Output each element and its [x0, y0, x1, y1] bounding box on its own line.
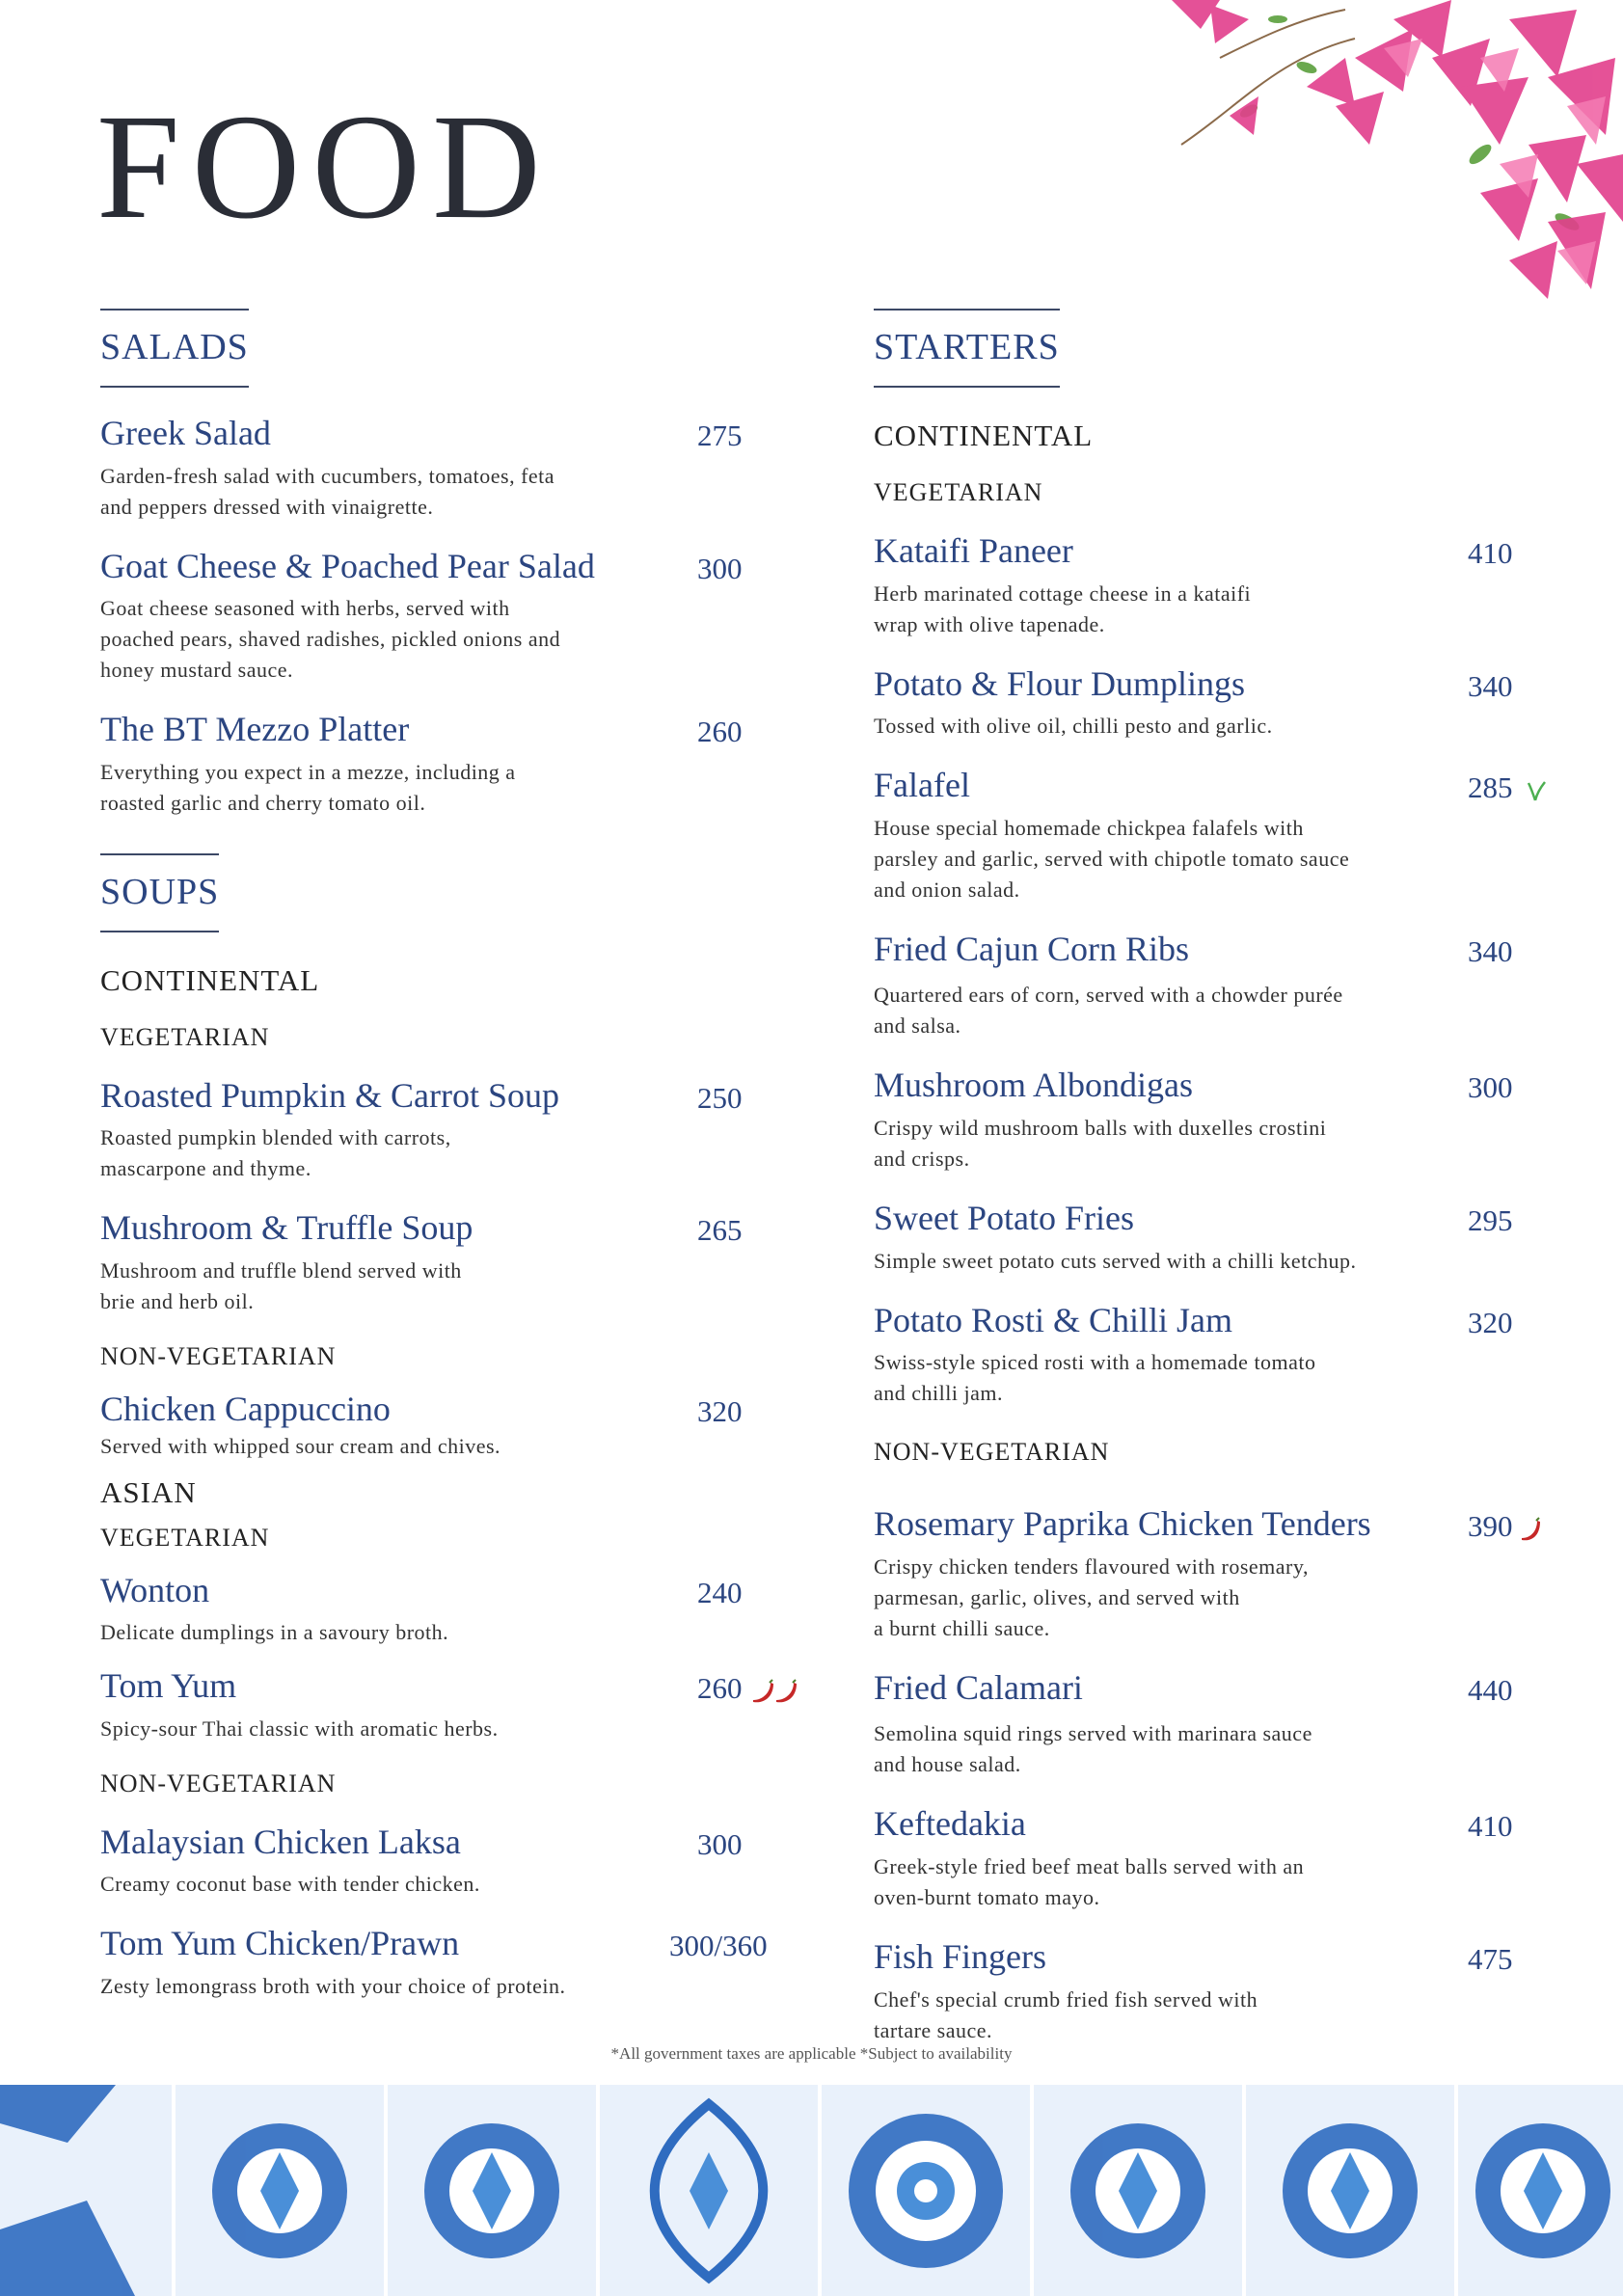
chili-icon	[1520, 1517, 1543, 1542]
item-name: Wonton	[100, 1570, 210, 1609]
starters-heading: STARTERS	[874, 309, 1060, 388]
item-price: 260	[697, 1671, 798, 1706]
item-price: 300	[697, 1826, 743, 1861]
right-column	[874, 309, 1607, 2046]
item-description: Herb marinated cottage cheese in a kataifi wrap with olive tapenade.	[874, 581, 1252, 636]
item-name: Sweet Potato Fries	[874, 1198, 1134, 1237]
item-price: 275	[697, 419, 743, 452]
item-price: 300/360	[669, 1929, 768, 1963]
item-description: Crispy chicken tenders flavoured with rosemary, parmesan, garlic, olives, and served with a burnt chilli sauce.	[874, 1553, 1309, 1640]
vegetarian-subheading: VEGETARIAN	[100, 1523, 270, 1552]
item-description: Served with whipped sour cream and chives.	[100, 1433, 501, 1458]
item-description: Goat cheese seasoned with herbs, served with poached pears, shaved radishes, pickled onions and honey mustard sauce.	[100, 596, 561, 683]
item-price: 340	[1468, 668, 1513, 703]
item-description: Crispy wild mushroom balls with duxelles crostini and crisps.	[874, 1115, 1327, 1171]
blue-tile-border-illustration	[0, 2085, 1623, 2296]
item-description: Mushroom and truffle blend served with brie and herb oil.	[100, 1257, 462, 1313]
item-price: 475	[1468, 1941, 1513, 1976]
item-name: Rosemary Paprika Chicken Tenders	[874, 1504, 1371, 1544]
item-name: Malaysian Chicken Laksa	[100, 1822, 461, 1861]
menu-item	[100, 1572, 833, 1649]
item-price: 250	[697, 1080, 743, 1115]
item-price: 300	[1468, 1070, 1513, 1105]
item-price: 410	[1468, 536, 1513, 570]
item-description: Quartered ears of corn, served with a chowder purée and salsa.	[874, 983, 1343, 1039]
menu-item	[100, 1823, 833, 1901]
item-name: Roasted Pumpkin & Carrot Soup	[100, 1075, 559, 1115]
item-name: Chicken Cappuccino	[100, 1389, 391, 1428]
menu-item	[874, 767, 1607, 905]
item-price: 410	[1468, 1809, 1513, 1844]
item-description: Zesty lemongrass broth with your choice of protein.	[100, 1973, 566, 1998]
item-description: Simple sweet potato cuts served with a chilli ketchup.	[874, 1248, 1357, 1273]
item-price: 440	[1468, 1672, 1513, 1707]
menu-item	[100, 1077, 833, 1185]
item-name: The BT Mezzo Platter	[100, 710, 410, 749]
item-name: Keftedakia	[874, 1804, 1026, 1844]
item-description: Tossed with olive oil, chilli pesto and garlic.	[874, 714, 1273, 739]
item-name: Falafel	[874, 766, 970, 805]
item-price: 320	[1468, 1305, 1513, 1339]
menu-item	[874, 1505, 1607, 1644]
continental-subheading: CONTINENTAL	[100, 962, 320, 997]
menu-item	[874, 1067, 1607, 1175]
salads-heading: SALADS	[100, 309, 249, 388]
menu-item	[100, 1391, 833, 1462]
item-name: Greek Salad	[100, 414, 271, 452]
chili-icon	[749, 1679, 798, 1704]
menu-item	[100, 1667, 833, 1744]
item-name: Mushroom & Truffle Soup	[100, 1208, 473, 1248]
menu-item	[100, 1209, 833, 1317]
item-name: Fish Fingers	[874, 1936, 1047, 1976]
menu-item	[874, 931, 1607, 1042]
asian-subheading: ASIAN	[100, 1474, 197, 1509]
vegetarian-subheading: VEGETARIAN	[100, 1022, 270, 1051]
item-price: 390	[1468, 1509, 1543, 1544]
item-description: Everything you expect in a mezze, including a roasted garlic and cherry tomato oil.	[100, 759, 516, 815]
item-description: House special homemade chickpea falafels with parsley and garlic, served with chipotle tomato sauce and onion salad.	[874, 815, 1350, 902]
left-column	[100, 309, 833, 2002]
item-name: Goat Cheese & Poached Pear Salad	[100, 546, 595, 585]
item-name: Potato & Flour Dumplings	[874, 663, 1246, 703]
item-description: Chef's special crumb fried fish served with tartare sauce.	[874, 1986, 1258, 2042]
menu-title: FOOD	[96, 83, 553, 250]
item-price: 240	[697, 1575, 743, 1609]
item-description: Spicy-sour Thai classic with aromatic herbs.	[100, 1715, 499, 1741]
menu-item	[874, 1200, 1607, 1277]
menu-item	[874, 665, 1607, 743]
item-description: Swiss-style spiced rosti with a homemade tomato and chilli jam.	[874, 1350, 1316, 1406]
menu-item	[874, 1938, 1607, 2046]
item-price: 265	[697, 1213, 743, 1248]
item-description: Creamy coconut base with tender chicken.	[100, 1872, 480, 1897]
item-name: Fried Cajun Corn Ribs	[874, 929, 1190, 968]
item-price: 320	[697, 1393, 743, 1428]
item-name: Kataifi Paneer	[874, 531, 1073, 570]
item-description: Greek-style fried beef meat balls served with an oven-burnt tomato mayo.	[874, 1853, 1305, 1909]
menu-item	[874, 1302, 1607, 1410]
menu-item	[874, 1805, 1607, 1913]
menu-item	[874, 1669, 1607, 1781]
item-name: Tom Yum	[100, 1666, 237, 1706]
non-vegetarian-subheading: NON-VEGETARIAN	[100, 1769, 337, 1797]
vegan-leaf-icon	[1526, 779, 1547, 802]
item-description: Delicate dumplings in a savoury broth.	[100, 1620, 449, 1645]
footnote: *All government taxes are applicable *Subject to availability	[610, 2044, 1013, 2063]
continental-subheading: CONTINENTAL	[874, 419, 1094, 452]
non-vegetarian-subheading: NON-VEGETARIAN	[100, 1341, 337, 1370]
vegetarian-subheading: VEGETARIAN	[874, 478, 1043, 506]
item-name: Tom Yum Chicken/Prawn	[100, 1924, 460, 1963]
menu-item	[100, 711, 833, 819]
item-price: 340	[1468, 933, 1513, 968]
non-vegetarian-subheading: NON-VEGETARIAN	[874, 1438, 1110, 1467]
item-name: Fried Calamari	[874, 1667, 1083, 1707]
item-price: 285	[1468, 770, 1547, 805]
menu-item	[874, 532, 1607, 640]
menu-item	[100, 415, 833, 523]
menu-item	[100, 548, 833, 687]
item-price: 295	[1468, 1202, 1513, 1237]
soups-heading: SOUPS	[100, 853, 219, 932]
item-price: 300	[697, 551, 743, 585]
item-name: Mushroom Albondigas	[874, 1066, 1194, 1105]
menu-item	[100, 1925, 833, 2002]
item-price: 260	[697, 715, 743, 749]
item-description: Semolina squid rings served with marinara sauce and house salad.	[874, 1721, 1312, 1777]
bougainvillea-flowers-illustration	[1162, 0, 1623, 309]
item-description: Garden-fresh salad with cucumbers, tomatoes, feta and peppers dressed with vinaigrette.	[100, 463, 555, 519]
item-description: Roasted pumpkin blended with carrots, mascarpone and thyme.	[100, 1125, 451, 1181]
item-name: Potato Rosti & Chilli Jam	[874, 1300, 1233, 1339]
